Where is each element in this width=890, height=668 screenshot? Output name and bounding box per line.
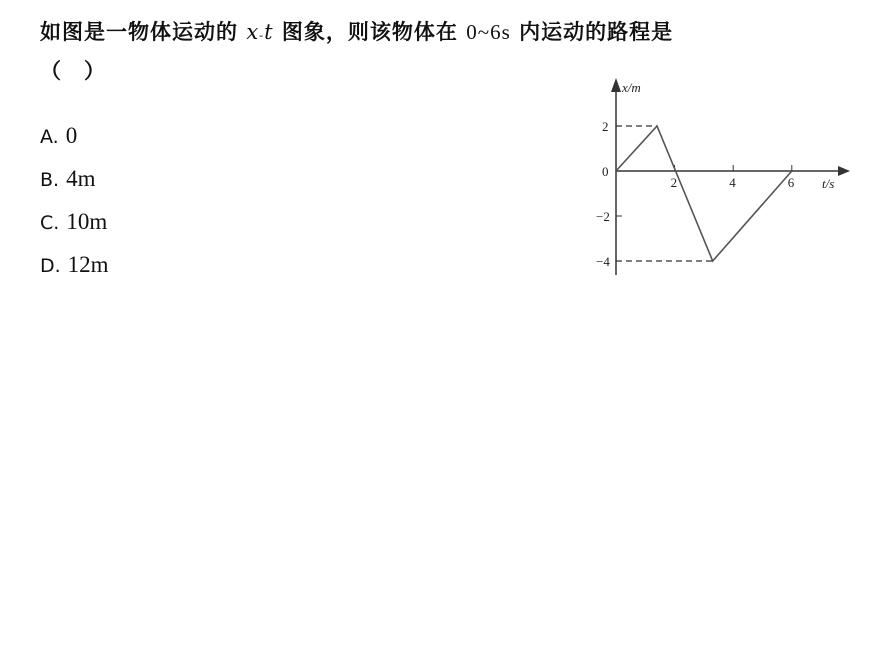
y-axis-label: x/m xyxy=(622,80,641,95)
option-b-text: 4m xyxy=(66,166,96,191)
options-list xyxy=(40,114,109,286)
x-axis-arrow xyxy=(838,166,850,176)
answer-blank: （ ） xyxy=(40,58,106,83)
option-a-text: 0 xyxy=(65,123,78,148)
x-t-series-line xyxy=(616,126,792,261)
question-text-2: 图象，则该物体在 xyxy=(273,19,467,44)
question-text-3: 内运动的路程是 xyxy=(510,19,674,44)
x-tick-label-2: 2 xyxy=(670,175,678,190)
option-d[interactable] xyxy=(40,243,109,286)
option-c-letter: C. xyxy=(40,212,60,234)
option-d-text: 12m xyxy=(67,252,109,277)
x-tick-label-6: 6 xyxy=(787,175,795,190)
y-tick-label-1: 0 xyxy=(602,164,609,179)
question-line-1 xyxy=(40,14,870,53)
option-d-letter: D. xyxy=(40,255,61,277)
time-range: 0~6s xyxy=(466,20,511,44)
x-tick-label-4: 4 xyxy=(729,175,736,190)
variable-dash: - xyxy=(259,28,265,42)
variable-x: x xyxy=(246,20,260,44)
x-axis-label: t/s xyxy=(822,176,835,191)
option-c[interactable] xyxy=(40,200,109,243)
option-c-text: 10m xyxy=(66,209,108,234)
option-b-letter: B. xyxy=(40,169,60,191)
y-tick-label-0: 2 xyxy=(602,119,609,134)
option-b[interactable] xyxy=(40,157,109,200)
option-a-letter: A. xyxy=(40,126,59,148)
y-tick-label-2: −2 xyxy=(596,209,610,224)
option-a[interactable] xyxy=(40,114,109,157)
variable-t: t xyxy=(264,20,274,44)
question-text-1: 如图是一物体运动的 xyxy=(40,19,247,44)
y-axis-arrow xyxy=(611,78,621,92)
y-tick-label-3: −4 xyxy=(596,254,610,269)
x-t-graph xyxy=(580,70,860,285)
